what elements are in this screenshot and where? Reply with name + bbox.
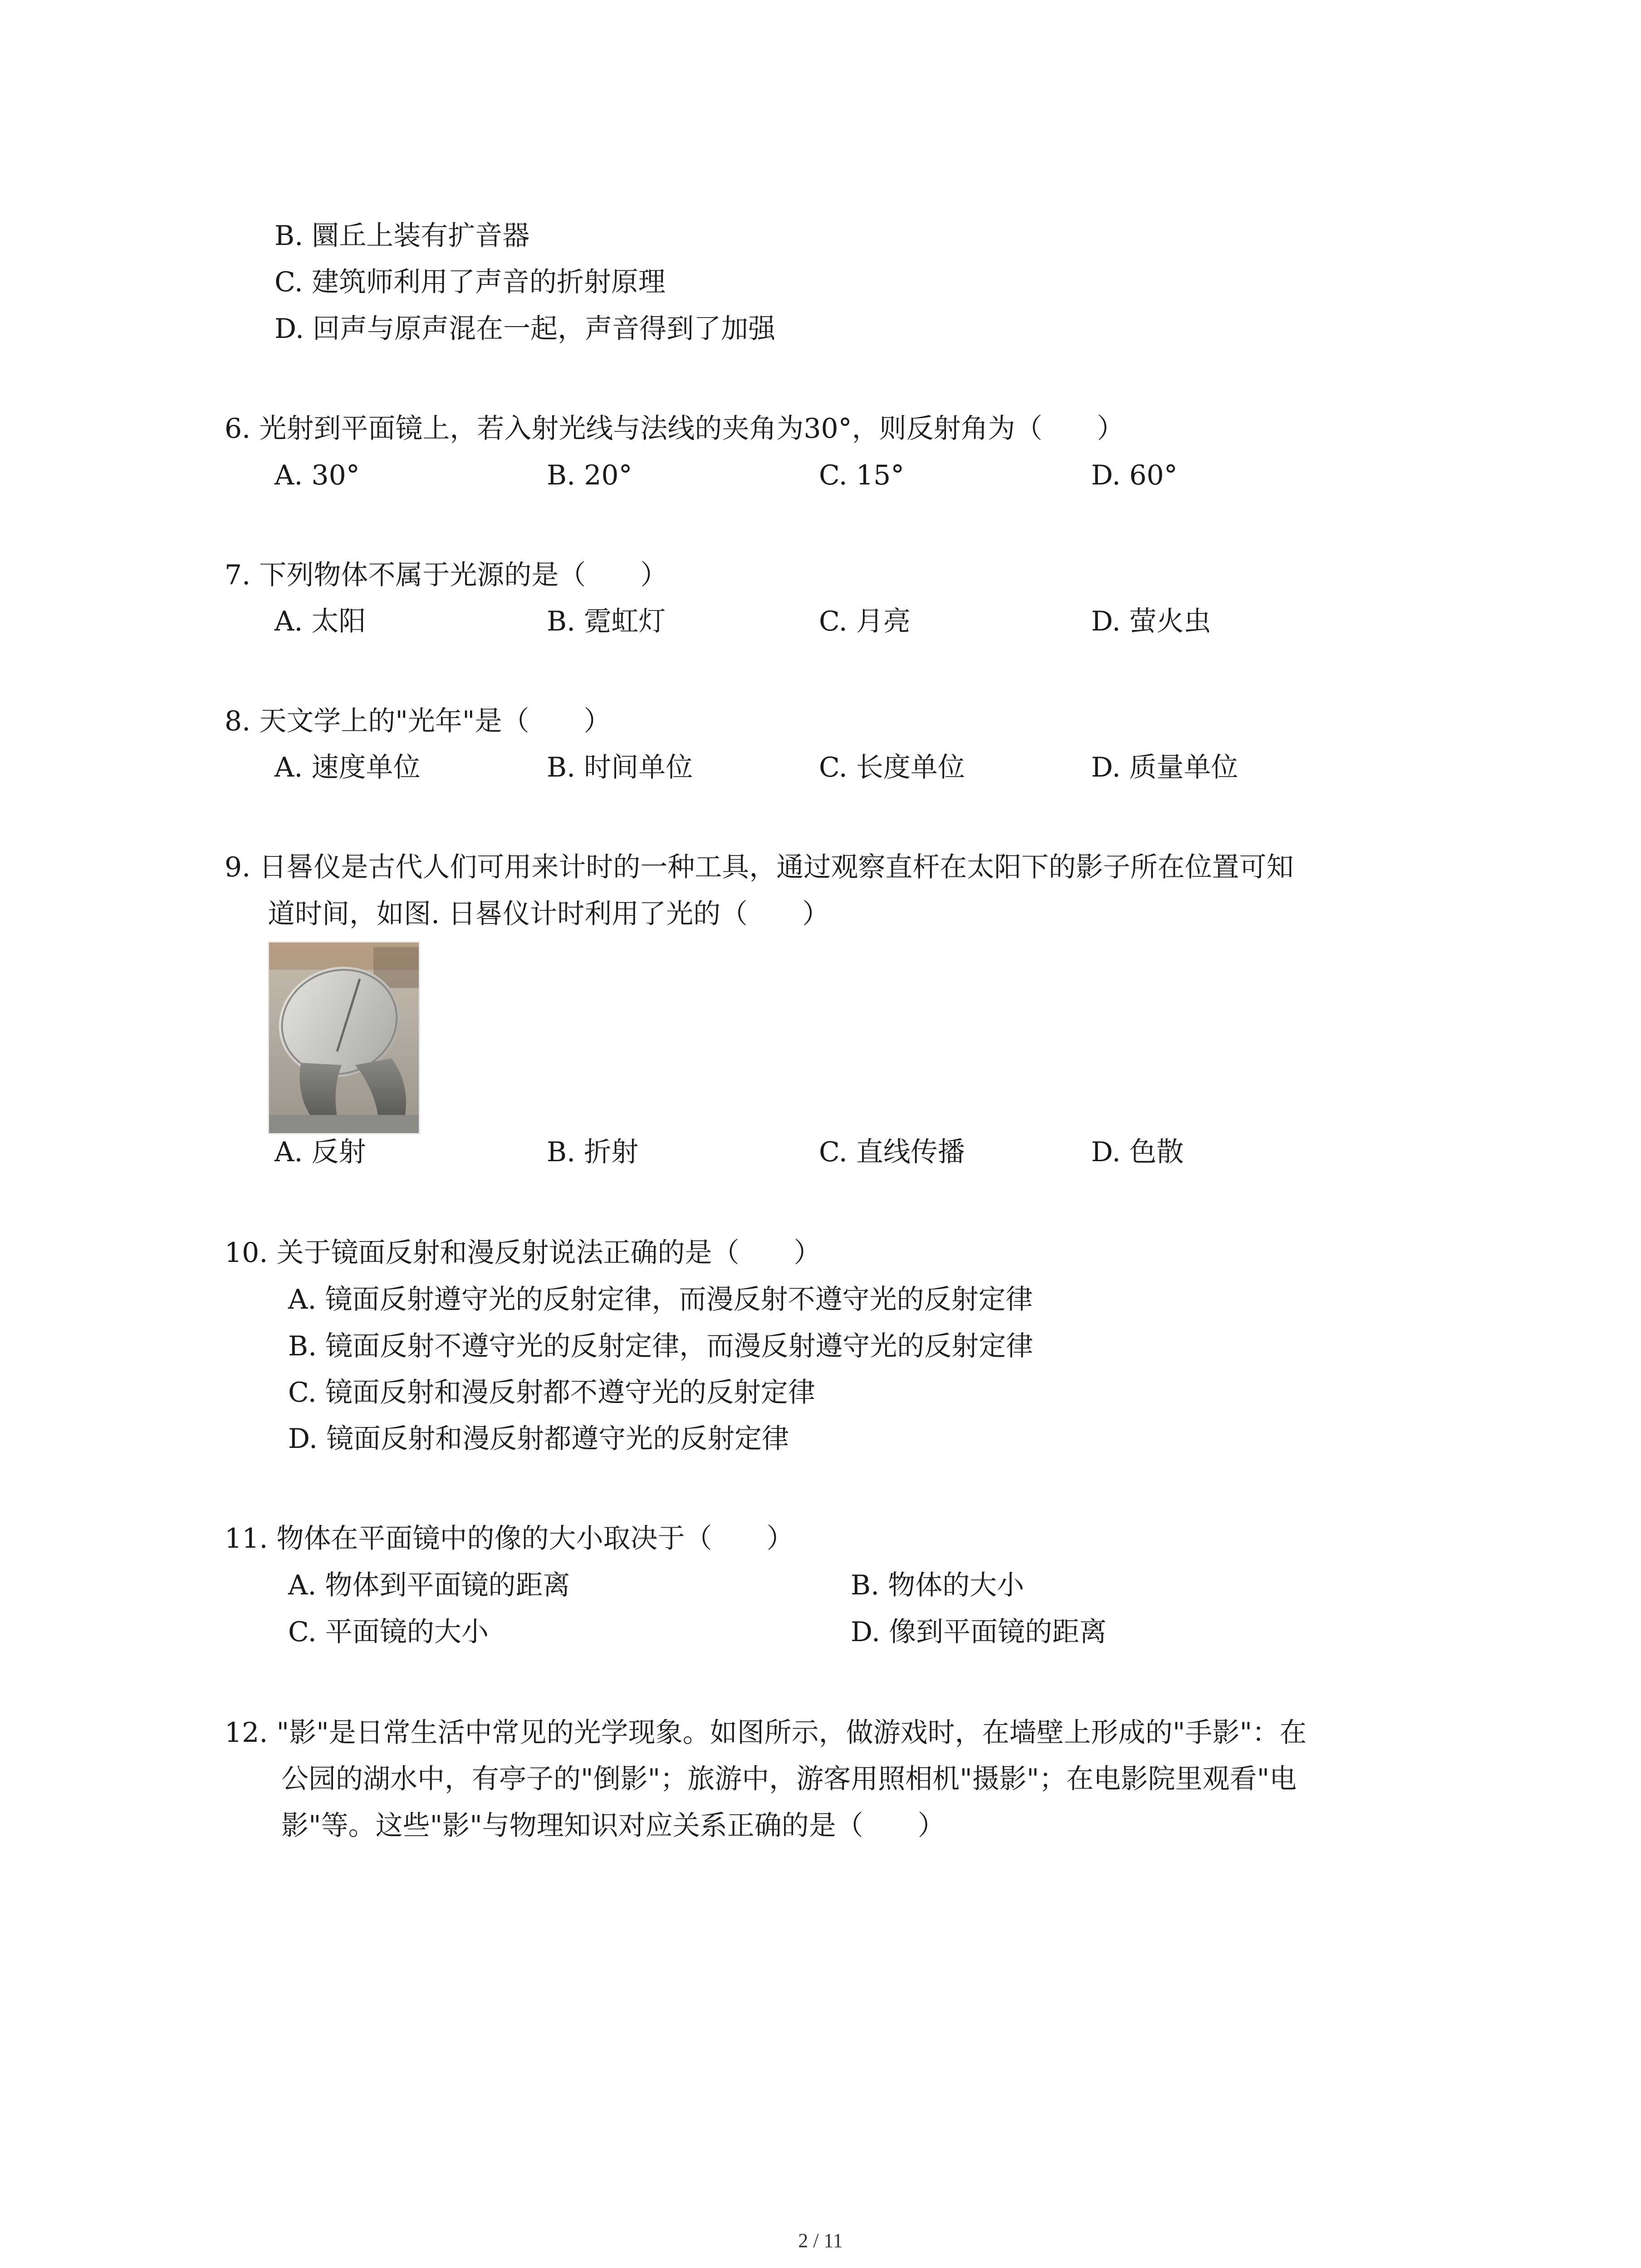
q8-option-b: B. 时间单位 [547, 752, 693, 783]
q7-option-a: A. 太阳 [274, 606, 366, 637]
q10-option-c: C. 镜面反射和漫反射都不遵守光的反射定律 [288, 1377, 815, 1408]
q12-stem-line3: 影"等。这些"影"与物理知识对应关系正确的是（ ） [281, 1810, 945, 1842]
q11-stem: 11. 物体在平面镜中的像的大小取决于（ ） [225, 1523, 794, 1554]
q9-option-d: D. 色散 [1091, 1136, 1184, 1168]
q10-option-b: B. 镜面反射不遵守光的反射定律，而漫反射遵守光的反射定律 [288, 1330, 1034, 1362]
q6-option-c: C. 15° [819, 459, 905, 491]
q5-option-c: C. 建筑师利用了声音的折射原理 [274, 266, 666, 298]
page-number: 2 / 11 [798, 2229, 843, 2252]
sundial-photo [268, 941, 420, 1134]
q7-option-d: D. 萤火虫 [1091, 606, 1211, 637]
q6-option-b: B. 20° [547, 459, 632, 491]
q5-option-d: D. 回声与原声混在一起，声音得到了加强 [274, 313, 776, 345]
q9-option-b: B. 折射 [547, 1136, 639, 1168]
q9-option-c: C. 直线传播 [819, 1136, 965, 1168]
q5-option-b: B. 圜丘上装有扩音器 [274, 220, 530, 252]
q9-option-a: A. 反射 [274, 1136, 366, 1168]
q6-stem: 6. 光射到平面镜上，若入射光线与法线的夹角为30°，则反射角为（ ） [225, 413, 1124, 445]
q7-stem: 7. 下列物体不属于光源的是（ ） [225, 559, 668, 591]
q8-option-a: A. 速度单位 [274, 752, 421, 783]
q6-option-a: A. 30° [274, 459, 360, 491]
q10-option-a: A. 镜面反射遵守光的反射定律，而漫反射不遵守光的反射定律 [288, 1284, 1033, 1315]
q7-option-c: C. 月亮 [819, 606, 911, 637]
q11-option-a: A. 物体到平面镜的距离 [288, 1569, 570, 1601]
q11-option-d: D. 像到平面镜的距离 [851, 1616, 1107, 1648]
q10-stem: 10. 关于镜面反射和漫反射说法正确的是（ ） [225, 1237, 821, 1269]
q8-option-c: C. 长度单位 [819, 752, 965, 783]
q9-stem-line1: 9. 日晷仪是古代人们可用来计时的一种工具，通过观察直杆在太阳下的影子所在位置可知 [225, 851, 1294, 883]
q12-stem-line1: 12. "影"是日常生活中常见的光学现象。如图所示，做游戏时，在墙壁上形成的"手影"：在 [225, 1717, 1307, 1749]
q8-stem: 8. 天文学上的"光年"是（ ） [225, 705, 611, 737]
q12-stem-line2: 公园的湖水中，有亭子的"倒影"；旅游中，游客用照相机"摄影"；在电影院里观看"电 [281, 1763, 1297, 1795]
q9-stem-line2: 道时间，如图. 日晷仪计时利用了光的（ ） [268, 898, 830, 930]
q10-option-d: D. 镜面反射和漫反射都遵守光的反射定律 [288, 1423, 789, 1455]
q7-option-b: B. 霓虹灯 [547, 606, 666, 637]
q6-option-d: D. 60° [1091, 459, 1178, 491]
q11-option-b: B. 物体的大小 [851, 1569, 1024, 1601]
q8-option-d: D. 质量单位 [1091, 752, 1239, 783]
q11-option-c: C. 平面镜的大小 [288, 1616, 489, 1648]
